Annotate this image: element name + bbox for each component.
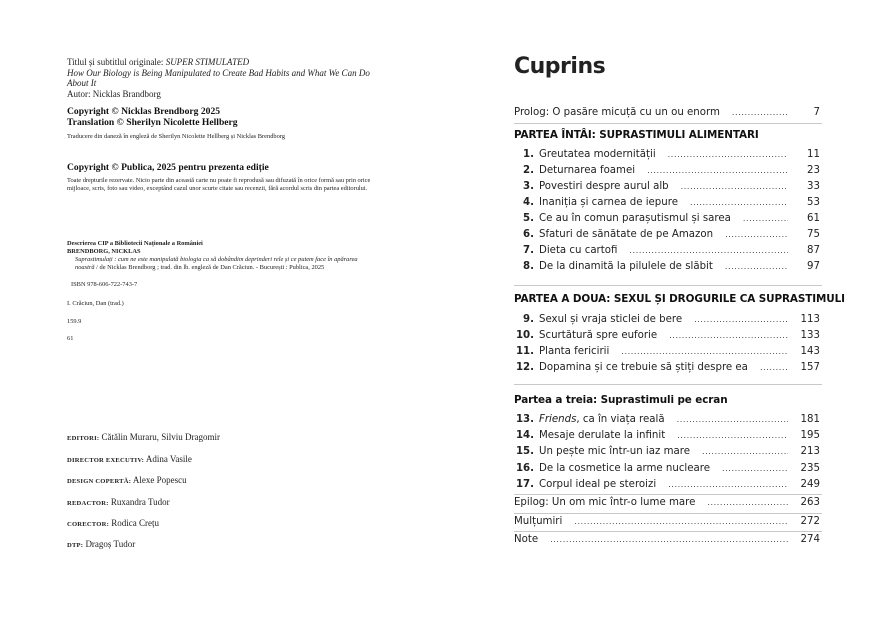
dot-leader — [621, 347, 788, 356]
chapter-page: 53 — [807, 197, 820, 208]
chapter-title-text: Greutatea modernității — [539, 149, 656, 160]
toc-entry-notes[interactable] — [514, 534, 820, 548]
rights-notice: Toate drepturile rezervate. Nicio parte din această carte nu poate fi reprodusă sau difuzată în orice formă sau prin orice mijloace, scris, foto sau video, exceptând cazul unor scurte citate sau recenzii, fără acordul scris din partea editorului. — [67, 177, 371, 192]
credit-name: Ruxandra Tudor — [108, 497, 170, 507]
toc-entry-title: Note — [514, 534, 539, 545]
dot-leader — [707, 498, 788, 507]
chapter-number: 9. — [523, 314, 534, 325]
chapter-title — [539, 261, 713, 272]
dot-leader — [574, 517, 788, 526]
chapter-title — [539, 362, 748, 373]
toc-chapter-9[interactable] — [514, 314, 820, 328]
dot-leader — [760, 363, 788, 372]
dot-leader — [743, 214, 788, 223]
chapter-number: 14. — [515, 430, 534, 442]
chapter-page: 23 — [807, 165, 820, 176]
credit-role: CORECTOR: — [67, 521, 109, 528]
isbn: ISBN 978-606-722-743-7 — [71, 281, 138, 288]
dot-leader — [681, 182, 788, 191]
toc-entry-epilog[interactable] — [514, 497, 820, 511]
original-title-label: Titlul și subtitlul originale: — [67, 57, 166, 67]
toc-chapter-5[interactable] — [514, 213, 820, 227]
part-2-heading: PARTEA A DOUA: SEXUL ȘI DROGURILE CA SUPRASTIMULI — [514, 293, 845, 305]
copyright-publisher: Copyright © Publica, 2025 pentru prezenta ediție — [67, 162, 269, 173]
chapter-page: 61 — [807, 213, 820, 224]
toc-entry-title: Prolog: O pasăre micuță cu un ou enorm — [514, 107, 720, 118]
chapter-title — [539, 314, 682, 325]
toc-chapter-17[interactable] — [514, 479, 820, 493]
divider — [514, 513, 822, 514]
chapter-page: 87 — [807, 245, 820, 256]
chapter-title-text: Mesaje derulate la infinit — [539, 430, 666, 442]
chapter-title-italic: Friends — [539, 414, 577, 425]
chapter-title — [539, 346, 609, 357]
chapter-page: 235 — [800, 462, 820, 474]
chapter-number: 7. — [523, 245, 534, 256]
chapter-title-text: Ce au în comun parașutismul și sarea — [539, 213, 731, 224]
toc-entry-page: 7 — [813, 107, 820, 118]
copyright-translation: Translation © Sherilyn Nicolette Hellberg — [67, 117, 238, 128]
chapter-title — [539, 430, 665, 441]
credit-line — [67, 518, 377, 528]
chapter-title-text: Dopamina și ce trebuie să știți despre ea — [539, 362, 748, 373]
chapter-title — [539, 330, 657, 341]
divider — [514, 494, 822, 495]
chapter-page: 75 — [807, 229, 820, 240]
toc-entry-page: 263 — [800, 497, 820, 508]
toc-chapter-6[interactable] — [514, 229, 820, 243]
chapter-title-text: Sexul și vraja sticlei de bere — [539, 314, 683, 325]
toc-chapter-3[interactable] — [514, 181, 820, 195]
divider — [514, 123, 822, 124]
chapter-page: 143 — [800, 346, 820, 357]
author-line: Autor: Nicklas Brandborg — [67, 88, 161, 99]
chapter-title — [539, 414, 665, 425]
chapter-title — [539, 149, 656, 160]
cip-title-rest: / de Nicklas Brendborg ; trad. din lb. engleză de Dan Crăciun. - București : Publica, 2025 — [94, 264, 325, 271]
chapter-title — [539, 181, 669, 192]
cip-title: Suprastimulați : cum ne este manipulată biologia ca să dobândim deprinderi rele și ce putem face în apărarea noastră — [75, 256, 358, 271]
chapter-title — [539, 245, 617, 256]
dot-leader — [629, 246, 788, 255]
toc-entry-page: 272 — [800, 516, 820, 527]
dot-leader — [669, 331, 788, 340]
translation-note: Traducere din daneză în engleză de Sherilyn Nicolette Hellberg și Nicklas Brendborg — [67, 133, 285, 140]
chapter-number: 3. — [523, 181, 534, 192]
dot-leader — [725, 262, 788, 271]
chapter-number: 10. — [515, 330, 534, 341]
toc-chapter-2[interactable] — [514, 165, 820, 179]
toc-entry-title: Epilog: Un om mic într-o lume mare — [514, 497, 696, 508]
cip-heading: Descrierea CIP a Bibliotecii Naționale a României — [67, 240, 203, 247]
credit-role: DTP: — [67, 542, 84, 549]
chapter-title — [539, 229, 713, 240]
part-3-heading: Partea a treia: Suprastimuli pe ecran — [514, 394, 728, 406]
original-title-block — [67, 57, 377, 99]
divider — [514, 384, 822, 385]
chapter-number: 16. — [515, 462, 534, 474]
dot-leader — [668, 150, 788, 159]
dot-leader — [668, 480, 788, 489]
credit-line — [67, 475, 377, 485]
credit-line — [67, 539, 377, 549]
chapter-title-text: Dieta cu cartofi — [539, 245, 618, 256]
chapter-title — [539, 446, 690, 457]
toc-entry-prolog[interactable] — [514, 107, 820, 121]
toc-chapter-8[interactable] — [514, 261, 820, 275]
toc-chapter-11[interactable] — [514, 346, 820, 360]
chapter-page: 97 — [807, 261, 820, 272]
toc-chapter-15[interactable] — [514, 446, 820, 460]
chapter-title-text: Sfaturi de sănătate de pe Amazon — [539, 229, 714, 240]
cip-translator: I. Crăciun, Dan (trad.) — [67, 300, 124, 307]
chapter-title — [539, 213, 731, 224]
credit-role: REDACTOR: — [67, 500, 109, 507]
toc-chapter-4[interactable] — [514, 197, 820, 211]
dot-leader — [690, 198, 788, 207]
chapter-page: 33 — [807, 181, 820, 192]
dot-leader — [725, 230, 788, 239]
toc-chapter-13[interactable] — [514, 414, 820, 428]
chapter-page: 113 — [800, 314, 820, 325]
chapter-title-text: Scurtătură spre euforie — [539, 330, 658, 341]
cip-class-2: 61 — [67, 335, 74, 342]
divider — [514, 531, 822, 532]
chapter-number: 4. — [523, 197, 534, 208]
chapter-page: 195 — [800, 430, 820, 442]
credit-line — [67, 497, 377, 507]
credit-name: Rodica Crețu — [108, 518, 159, 528]
chapter-page: 181 — [800, 414, 820, 425]
chapter-title-text: Povestiri despre aurul alb — [539, 181, 669, 192]
chapter-title-text: , ca în viața reală — [576, 414, 665, 425]
credit-line — [67, 432, 377, 442]
chapter-title-text: Un pește mic într-un iaz mare — [539, 446, 690, 458]
chapter-number: 12. — [515, 362, 534, 373]
chapter-title-text: De la cosmetice la arme nucleare — [539, 462, 711, 474]
dot-leader — [677, 415, 788, 424]
chapter-title-text: Inaniția și carnea de iepure — [539, 197, 678, 208]
credit-name: Adina Vasile — [144, 454, 192, 464]
chapter-number: 8. — [523, 261, 534, 272]
toc-chapter-16[interactable] — [514, 463, 820, 477]
chapter-title-text: Corpul ideal pe steroizi — [539, 478, 657, 490]
chapter-number: 15. — [515, 446, 534, 458]
toc-title: Cuprins — [514, 54, 606, 79]
cip-author: BRENDBORG, NICKLAS — [67, 248, 141, 255]
credit-role: DESIGN COPERTĂ: — [67, 478, 132, 485]
chapter-title-text: Planta fericirii — [539, 346, 610, 357]
credit-name: Alexe Popescu — [131, 475, 187, 485]
dot-leader — [694, 315, 788, 324]
chapter-title — [539, 165, 635, 176]
divider — [514, 285, 822, 286]
chapter-number: 2. — [523, 165, 534, 176]
chapter-number: 5. — [523, 213, 534, 224]
toc-chapter-14[interactable] — [514, 430, 820, 444]
credit-line — [67, 454, 377, 464]
chapter-title-text: De la dinamită la pilulele de slăbit — [539, 261, 713, 272]
cip-class-1: 159.9 — [67, 318, 82, 325]
chapter-number: 11. — [515, 346, 534, 357]
toc-entry-page: 274 — [800, 534, 820, 545]
chapter-title — [539, 197, 678, 208]
original-subtitle: How Our Biology is Being Manipulated to Create Bad Habits and What We Can Do About It — [67, 67, 370, 88]
chapter-page: 213 — [800, 446, 820, 458]
chapter-number: 13. — [515, 414, 534, 425]
toc-chapter-12[interactable] — [514, 362, 820, 376]
credit-role: EDITORI: — [67, 435, 100, 442]
chapter-page: 157 — [800, 362, 820, 373]
chapter-page: 133 — [800, 330, 820, 341]
copyright-author: Copyright © Nicklas Brendborg 2025 — [67, 106, 221, 117]
chapter-page: 249 — [800, 478, 820, 490]
chapter-title — [539, 463, 710, 474]
toc-chapter-10[interactable] — [514, 330, 820, 344]
cip-description — [75, 256, 375, 272]
credit-name: Dragoș Tudor — [83, 539, 136, 549]
chapter-number: 17. — [515, 478, 534, 490]
toc-entry-thanks[interactable] — [514, 516, 820, 530]
dot-leader — [550, 535, 788, 544]
toc-chapter-1[interactable] — [514, 149, 820, 163]
chapter-title — [539, 479, 656, 490]
chapter-number: 6. — [523, 229, 534, 240]
dot-leader — [732, 108, 788, 117]
credit-role: DIRECTOR EXECUTIV: — [67, 457, 145, 464]
toc-chapter-7[interactable] — [514, 245, 820, 259]
chapter-title-text: Deturnarea foamei — [539, 165, 636, 176]
dot-leader — [722, 464, 788, 473]
toc-entry-title: Mulțumiri — [514, 516, 563, 527]
dot-leader — [677, 431, 788, 440]
chapter-page: 11 — [807, 149, 820, 160]
part-1-heading: PARTEA ÎNTÂI: SUPRASTIMULI ALIMENTARI — [514, 129, 759, 141]
credit-name: Cătălin Muraru, Silviu Dragomir — [99, 432, 220, 442]
dot-leader — [647, 166, 788, 175]
original-title: SUPER STIMULATED — [165, 57, 250, 67]
chapter-number: 1. — [523, 149, 534, 160]
dot-leader — [702, 447, 788, 456]
